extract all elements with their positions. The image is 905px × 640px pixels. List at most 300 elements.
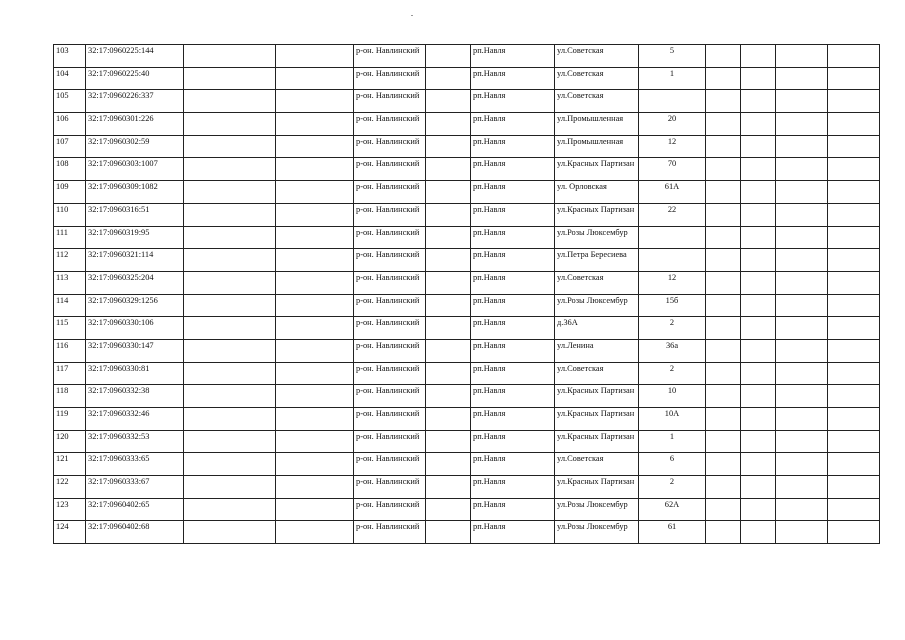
locality: рп.Навля — [471, 498, 555, 521]
street: ул.Красных Партизан — [555, 430, 639, 453]
row-number: 120 — [54, 430, 86, 453]
empty-cell — [706, 385, 741, 408]
house-number: 10 — [639, 385, 706, 408]
house-number: 12 — [639, 135, 706, 158]
empty-cell — [776, 45, 828, 68]
empty-cell — [776, 226, 828, 249]
locality: рп.Навля — [471, 408, 555, 431]
district: р-он. Навлинский — [354, 521, 426, 544]
empty-cell — [276, 385, 354, 408]
empty-cell — [828, 226, 880, 249]
empty-cell — [184, 45, 276, 68]
street: ул.Петра Бересиева — [555, 249, 639, 272]
empty-cell — [184, 362, 276, 385]
locality: рп.Навля — [471, 113, 555, 136]
empty-cell — [741, 498, 776, 521]
empty-cell — [828, 90, 880, 113]
empty-cell — [426, 476, 471, 499]
locality: рп.Навля — [471, 294, 555, 317]
empty-cell — [741, 317, 776, 340]
empty-cell — [741, 385, 776, 408]
house-number: 20 — [639, 113, 706, 136]
empty-cell — [706, 362, 741, 385]
table-row — [54, 203, 880, 226]
empty-cell — [184, 453, 276, 476]
empty-cell — [828, 294, 880, 317]
empty-cell — [426, 453, 471, 476]
empty-cell — [828, 362, 880, 385]
street: д.36А — [555, 317, 639, 340]
cadastral-number: 32:17:0960333:67 — [86, 476, 184, 499]
cadastral-number: 32:17:0960332:46 — [86, 408, 184, 431]
empty-cell — [741, 45, 776, 68]
empty-cell — [776, 453, 828, 476]
empty-cell — [741, 362, 776, 385]
district: р-он. Навлинский — [354, 430, 426, 453]
empty-cell — [741, 294, 776, 317]
empty-cell — [426, 203, 471, 226]
empty-cell — [184, 135, 276, 158]
house-number — [639, 226, 706, 249]
empty-cell — [184, 226, 276, 249]
empty-cell — [828, 45, 880, 68]
empty-cell — [741, 271, 776, 294]
empty-cell — [741, 203, 776, 226]
locality: рп.Навля — [471, 339, 555, 362]
empty-cell — [426, 249, 471, 272]
empty-cell — [426, 430, 471, 453]
cadastral-number: 32:17:0960225:40 — [86, 67, 184, 90]
cadastral-number: 32:17:0960402:68 — [86, 521, 184, 544]
cadastral-number: 32:17:0960302:59 — [86, 135, 184, 158]
house-number: 6 — [639, 453, 706, 476]
street: ул.Советская — [555, 90, 639, 113]
cadastral-number: 32:17:0960333:65 — [86, 453, 184, 476]
street: ул.Советская — [555, 67, 639, 90]
row-number: 103 — [54, 45, 86, 68]
empty-cell — [776, 113, 828, 136]
house-number: 36а — [639, 339, 706, 362]
empty-cell — [741, 226, 776, 249]
district: р-он. Навлинский — [354, 45, 426, 68]
empty-cell — [706, 249, 741, 272]
table-row — [54, 271, 880, 294]
district: р-он. Навлинский — [354, 113, 426, 136]
empty-cell — [426, 339, 471, 362]
row-number: 115 — [54, 317, 86, 340]
district: р-он. Навлинский — [354, 158, 426, 181]
empty-cell — [741, 453, 776, 476]
district: р-он. Навлинский — [354, 135, 426, 158]
locality: рп.Навля — [471, 135, 555, 158]
row-number: 118 — [54, 385, 86, 408]
row-number: 110 — [54, 203, 86, 226]
empty-cell — [706, 521, 741, 544]
scan-speck — [411, 15, 413, 16]
row-number: 124 — [54, 521, 86, 544]
row-number: 122 — [54, 476, 86, 499]
house-number: 62А — [639, 498, 706, 521]
empty-cell — [828, 113, 880, 136]
empty-cell — [706, 135, 741, 158]
empty-cell — [706, 498, 741, 521]
house-number: 1 — [639, 430, 706, 453]
empty-cell — [184, 271, 276, 294]
locality: рп.Навля — [471, 521, 555, 544]
empty-cell — [776, 362, 828, 385]
empty-cell — [276, 90, 354, 113]
empty-cell — [776, 158, 828, 181]
empty-cell — [706, 476, 741, 499]
empty-cell — [276, 226, 354, 249]
house-number: 2 — [639, 317, 706, 340]
locality: рп.Навля — [471, 317, 555, 340]
district: р-он. Навлинский — [354, 476, 426, 499]
cadastral-number: 32:17:0960332:38 — [86, 385, 184, 408]
empty-cell — [741, 339, 776, 362]
house-number: 10А — [639, 408, 706, 431]
empty-cell — [276, 113, 354, 136]
empty-cell — [828, 317, 880, 340]
house-number — [639, 90, 706, 113]
table-row — [54, 408, 880, 431]
row-number: 116 — [54, 339, 86, 362]
empty-cell — [276, 476, 354, 499]
cadastral-number: 32:17:0960226:337 — [86, 90, 184, 113]
empty-cell — [184, 498, 276, 521]
street: ул.Красных Партизан — [555, 476, 639, 499]
table-row — [54, 521, 880, 544]
empty-cell — [776, 317, 828, 340]
locality: рп.Навля — [471, 249, 555, 272]
empty-cell — [276, 521, 354, 544]
empty-cell — [184, 339, 276, 362]
empty-cell — [426, 90, 471, 113]
district: р-он. Навлинский — [354, 249, 426, 272]
district: р-он. Навлинский — [354, 385, 426, 408]
row-number: 104 — [54, 67, 86, 90]
district: р-он. Навлинский — [354, 271, 426, 294]
row-number: 105 — [54, 90, 86, 113]
street: ул.Советская — [555, 362, 639, 385]
table-row — [54, 45, 880, 68]
empty-cell — [276, 203, 354, 226]
house-number: 5 — [639, 45, 706, 68]
street: ул. Орловская — [555, 181, 639, 204]
empty-cell — [706, 453, 741, 476]
street: ул.Красных Партизан — [555, 203, 639, 226]
locality: рп.Навля — [471, 271, 555, 294]
empty-cell — [706, 67, 741, 90]
empty-cell — [776, 294, 828, 317]
table-row — [54, 476, 880, 499]
empty-cell — [706, 90, 741, 113]
street: ул.Промышленная — [555, 135, 639, 158]
cadastral-number: 32:17:0960309:1082 — [86, 181, 184, 204]
empty-cell — [276, 317, 354, 340]
empty-cell — [776, 203, 828, 226]
empty-cell — [426, 408, 471, 431]
district: р-он. Навлинский — [354, 67, 426, 90]
empty-cell — [741, 476, 776, 499]
row-number: 108 — [54, 158, 86, 181]
empty-cell — [276, 453, 354, 476]
table-row — [54, 317, 880, 340]
empty-cell — [426, 158, 471, 181]
house-number: 22 — [639, 203, 706, 226]
empty-cell — [706, 203, 741, 226]
district: р-он. Навлинский — [354, 226, 426, 249]
locality: рп.Навля — [471, 67, 555, 90]
empty-cell — [741, 67, 776, 90]
empty-cell — [706, 339, 741, 362]
empty-cell — [741, 90, 776, 113]
locality: рп.Навля — [471, 181, 555, 204]
empty-cell — [706, 181, 741, 204]
empty-cell — [776, 476, 828, 499]
cadastral-number: 32:17:0960402:65 — [86, 498, 184, 521]
empty-cell — [276, 67, 354, 90]
empty-cell — [706, 294, 741, 317]
locality: рп.Навля — [471, 203, 555, 226]
locality: рп.Навля — [471, 158, 555, 181]
cadastral-number: 32:17:0960329:1256 — [86, 294, 184, 317]
empty-cell — [184, 430, 276, 453]
street: ул.Розы Люксембур — [555, 226, 639, 249]
empty-cell — [741, 521, 776, 544]
empty-cell — [426, 385, 471, 408]
empty-cell — [828, 135, 880, 158]
street: ул.Красных Партизан — [555, 158, 639, 181]
empty-cell — [276, 135, 354, 158]
empty-cell — [706, 113, 741, 136]
empty-cell — [706, 430, 741, 453]
empty-cell — [828, 498, 880, 521]
empty-cell — [184, 476, 276, 499]
empty-cell — [741, 158, 776, 181]
empty-cell — [741, 113, 776, 136]
table-row — [54, 453, 880, 476]
street: ул.Розы Люксембур — [555, 521, 639, 544]
empty-cell — [776, 135, 828, 158]
district: р-он. Навлинский — [354, 90, 426, 113]
district: р-он. Навлинский — [354, 294, 426, 317]
cadastral-number: 32:17:0960301:226 — [86, 113, 184, 136]
empty-cell — [276, 339, 354, 362]
empty-cell — [828, 203, 880, 226]
house-number: 2 — [639, 476, 706, 499]
table-row — [54, 294, 880, 317]
empty-cell — [741, 135, 776, 158]
empty-cell — [426, 271, 471, 294]
street: ул.Советская — [555, 45, 639, 68]
table-row — [54, 135, 880, 158]
table-row — [54, 67, 880, 90]
empty-cell — [741, 430, 776, 453]
empty-cell — [184, 67, 276, 90]
cadastral-number: 32:17:0960225:144 — [86, 45, 184, 68]
row-number: 113 — [54, 271, 86, 294]
empty-cell — [706, 158, 741, 181]
empty-cell — [776, 67, 828, 90]
empty-cell — [184, 385, 276, 408]
street: ул.Красных Партизан — [555, 408, 639, 431]
empty-cell — [741, 408, 776, 431]
row-number: 123 — [54, 498, 86, 521]
empty-cell — [828, 476, 880, 499]
empty-cell — [776, 498, 828, 521]
row-number: 117 — [54, 362, 86, 385]
empty-cell — [828, 339, 880, 362]
empty-cell — [426, 45, 471, 68]
house-number: 2 — [639, 362, 706, 385]
locality: рп.Навля — [471, 453, 555, 476]
house-number: 1 — [639, 67, 706, 90]
district: р-он. Навлинский — [354, 339, 426, 362]
table-row — [54, 385, 880, 408]
empty-cell — [276, 271, 354, 294]
empty-cell — [828, 67, 880, 90]
empty-cell — [426, 294, 471, 317]
empty-cell — [706, 317, 741, 340]
empty-cell — [828, 430, 880, 453]
empty-cell — [706, 226, 741, 249]
empty-cell — [776, 90, 828, 113]
empty-cell — [828, 521, 880, 544]
street: ул.Промышленная — [555, 113, 639, 136]
empty-cell — [184, 249, 276, 272]
empty-cell — [184, 90, 276, 113]
table-row — [54, 339, 880, 362]
table-row — [54, 249, 880, 272]
house-number: 12 — [639, 271, 706, 294]
table-row — [54, 158, 880, 181]
house-number: 15б — [639, 294, 706, 317]
empty-cell — [276, 158, 354, 181]
empty-cell — [426, 521, 471, 544]
row-number: 107 — [54, 135, 86, 158]
street: ул.Красных Партизан — [555, 385, 639, 408]
locality: рп.Навля — [471, 476, 555, 499]
locality: рп.Навля — [471, 226, 555, 249]
empty-cell — [828, 408, 880, 431]
empty-cell — [184, 408, 276, 431]
table-body — [54, 45, 880, 544]
locality: рп.Навля — [471, 385, 555, 408]
cadastral-number: 32:17:0960319:95 — [86, 226, 184, 249]
empty-cell — [184, 521, 276, 544]
empty-cell — [776, 430, 828, 453]
table-row — [54, 226, 880, 249]
empty-cell — [776, 521, 828, 544]
empty-cell — [276, 249, 354, 272]
street: ул.Советская — [555, 453, 639, 476]
empty-cell — [276, 430, 354, 453]
empty-cell — [184, 317, 276, 340]
empty-cell — [706, 45, 741, 68]
empty-cell — [276, 181, 354, 204]
street: ул.Ленина — [555, 339, 639, 362]
empty-cell — [184, 181, 276, 204]
cadastral-number: 32:17:0960330:106 — [86, 317, 184, 340]
empty-cell — [276, 294, 354, 317]
empty-cell — [706, 408, 741, 431]
row-number: 121 — [54, 453, 86, 476]
empty-cell — [741, 249, 776, 272]
row-number: 114 — [54, 294, 86, 317]
cadastral-number: 32:17:0960325:204 — [86, 271, 184, 294]
district: р-он. Навлинский — [354, 408, 426, 431]
locality: рп.Навля — [471, 45, 555, 68]
empty-cell — [276, 362, 354, 385]
locality: рп.Навля — [471, 362, 555, 385]
empty-cell — [828, 271, 880, 294]
street: ул.Советская — [555, 271, 639, 294]
empty-cell — [776, 339, 828, 362]
empty-cell — [184, 158, 276, 181]
table-row — [54, 181, 880, 204]
empty-cell — [426, 226, 471, 249]
empty-cell — [776, 249, 828, 272]
empty-cell — [776, 408, 828, 431]
street: ул.Розы Люксембур — [555, 498, 639, 521]
locality: рп.Навля — [471, 430, 555, 453]
row-number: 106 — [54, 113, 86, 136]
cadastral-number: 32:17:0960330:147 — [86, 339, 184, 362]
cadastral-number: 32:17:0960332:53 — [86, 430, 184, 453]
empty-cell — [828, 249, 880, 272]
empty-cell — [184, 203, 276, 226]
empty-cell — [741, 181, 776, 204]
house-number: 61 — [639, 521, 706, 544]
house-number — [639, 249, 706, 272]
empty-cell — [828, 385, 880, 408]
district: р-он. Навлинский — [354, 453, 426, 476]
empty-cell — [426, 362, 471, 385]
empty-cell — [776, 271, 828, 294]
table-row — [54, 498, 880, 521]
district: р-он. Навлинский — [354, 317, 426, 340]
table-row — [54, 113, 880, 136]
district: р-он. Навлинский — [354, 181, 426, 204]
street: ул.Розы Люксембур — [555, 294, 639, 317]
district: р-он. Навлинский — [354, 362, 426, 385]
table-row — [54, 362, 880, 385]
empty-cell — [276, 408, 354, 431]
row-number: 109 — [54, 181, 86, 204]
empty-cell — [426, 181, 471, 204]
empty-cell — [828, 158, 880, 181]
empty-cell — [426, 135, 471, 158]
district: р-он. Навлинский — [354, 203, 426, 226]
empty-cell — [184, 294, 276, 317]
empty-cell — [426, 498, 471, 521]
empty-cell — [184, 113, 276, 136]
cadastral-number: 32:17:0960303:1007 — [86, 158, 184, 181]
empty-cell — [426, 113, 471, 136]
locality: рп.Навля — [471, 90, 555, 113]
house-number: 61А — [639, 181, 706, 204]
row-number: 111 — [54, 226, 86, 249]
row-number: 112 — [54, 249, 86, 272]
table-row — [54, 90, 880, 113]
empty-cell — [706, 271, 741, 294]
district: р-он. Навлинский — [354, 498, 426, 521]
empty-cell — [426, 67, 471, 90]
empty-cell — [276, 45, 354, 68]
empty-cell — [776, 181, 828, 204]
property-register-table — [53, 44, 880, 544]
